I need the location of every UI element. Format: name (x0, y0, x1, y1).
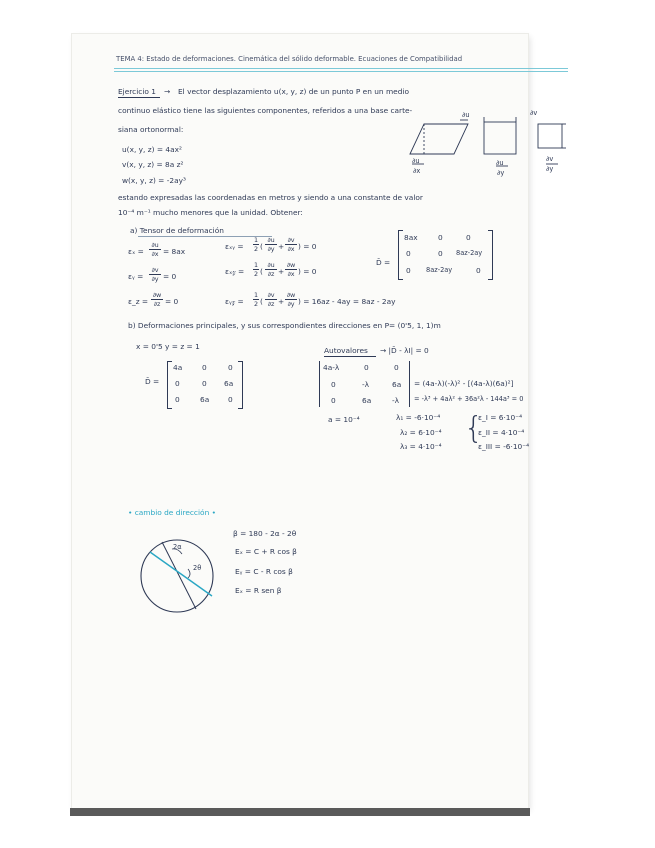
tensor-b-label: D̄ = (145, 377, 160, 386)
tensor-b-cell: 0 (175, 379, 180, 388)
ex-equation: Eₓ = C + R cos β (235, 547, 297, 556)
eigen-title: Autovalores (324, 346, 368, 355)
tensor-a-label: D̄ = (376, 258, 391, 267)
det-expansion-1: = (4a-λ)(-λ)² - [(4a-λ)(6a)²] (414, 379, 514, 388)
det-cell: -λ (362, 380, 370, 389)
strain-xy-half (253, 237, 259, 253)
tensor-a-right-bracket (488, 230, 493, 280)
frac-den: ∂y (267, 245, 275, 254)
det-cell: 0 (331, 396, 336, 405)
strain-zz-rhs: = 0 (165, 297, 179, 306)
exercise-intro-line3: siana ortonormal: (118, 125, 184, 134)
sketch-label-dv: ∂v (530, 109, 538, 117)
frac-den: ∂y (287, 300, 295, 309)
strain-xz-term2 (285, 262, 297, 278)
strain-xz-half (253, 262, 259, 278)
angle-label-2theta: 2θ (193, 564, 202, 572)
det-cell: 4a-λ (323, 363, 340, 372)
det-left-bar (319, 361, 320, 407)
tensor-a-cell: 8ax (404, 233, 418, 242)
tensor-a-cell: 0 (438, 249, 443, 258)
principal-strain-2: ε_II = 4·10⁻⁴ (478, 428, 525, 437)
strain-xy-term2 (285, 237, 297, 253)
sketch-label-du-2: ∂u (412, 157, 420, 165)
frac-num: ∂u (267, 236, 275, 244)
paren-open: ( (260, 242, 263, 251)
det-cell: 6a (392, 380, 402, 389)
tensor-b-cell: 0 (175, 395, 180, 404)
sketch-label-dv-2: ∂v (546, 155, 554, 163)
frac-num: ∂v (267, 291, 275, 299)
plus-sign: + (278, 267, 285, 276)
title-underline-2 (114, 71, 568, 72)
frac-num: ∂v (151, 266, 159, 274)
eigen-title-underline (324, 356, 376, 357)
frac-den: ∂z (267, 270, 275, 279)
mohr-radius-line-1 (162, 542, 196, 609)
shear-parallelogram (410, 124, 468, 154)
det-right-bar (409, 361, 410, 407)
tensor-b-cell: 4a (173, 363, 183, 372)
tensor-a-cell: 0 (438, 233, 443, 242)
tensor-b-cell: 0 (228, 363, 233, 372)
strain-xy-lhs: εₓᵧ = (225, 242, 244, 251)
statement-line2: 10⁻⁴ m⁻¹ mucho menores que la unidad. Obtener: (118, 208, 303, 217)
lambda-1: λ₁ = -6·10⁻⁴ (396, 413, 441, 422)
paren-open: ( (260, 267, 263, 276)
part-a-underline (138, 236, 272, 237)
tensor-b-left-bracket (167, 361, 172, 409)
tensor-a-cell: 8az-2ay (456, 249, 483, 257)
tensor-a-cell: 0 (406, 266, 411, 275)
strain-yz-term2 (285, 292, 297, 308)
exercise-intro-line2: continuo elástico tiene las siguientes componentes, referidos a una base carte- (118, 106, 413, 115)
strain-yz-rhs: ) = 16az - 4ay = 8az - 2ay (298, 297, 396, 306)
strain-zz-lhs: ε_z = (128, 297, 149, 306)
frac-num: ∂u (151, 241, 159, 249)
frac-den: 2 (253, 270, 259, 279)
page-shadow-strip (70, 808, 530, 816)
reference-square (538, 124, 562, 148)
stretched-square (484, 122, 516, 154)
strain-xy-rhs: ) = 0 (298, 242, 317, 251)
principal-strain-1: ε_I = 6·10⁻⁴ (478, 413, 523, 422)
tensor-a-left-bracket (398, 230, 403, 280)
beta-equation: β = 180 - 2α - 2θ (233, 529, 297, 538)
plus-sign: + (278, 297, 285, 306)
part-a-title: a) Tensor de deformación (130, 226, 224, 235)
frac-num: 1 (253, 236, 259, 244)
frac-den: ∂x (287, 270, 295, 279)
strain-yz-half (253, 292, 259, 308)
strain-xz-rhs: ) = 0 (298, 267, 317, 276)
strain-xx-lhs: εₓ = (128, 247, 144, 256)
tensor-b-right-bracket (238, 361, 243, 409)
direction-change-title: • cambio de dirección • (128, 508, 216, 517)
tensor-a-cell: 8az-2ay (426, 266, 453, 274)
det-cell: 0 (364, 363, 369, 372)
paren-open: ( (260, 297, 263, 306)
frac-den: ∂y (151, 275, 159, 284)
plus-sign: + (278, 242, 285, 251)
page-title: TEMA 4: Estado de deformaciones. Cinemática del sólido deformable. Ecuaciones de Compatibilidad (116, 55, 463, 63)
sketch-label-dy-1: ∂y (497, 169, 505, 177)
component-v: v(x, y, z) = 8a z² (122, 160, 184, 169)
part-b-point: x = 0'5 y = z = 1 (136, 342, 200, 351)
det-cell: 6a (362, 396, 372, 405)
strain-yy-lhs: εᵧ = (128, 272, 144, 281)
frac-den: 2 (253, 245, 259, 254)
tensor-a-cell: 0 (406, 249, 411, 258)
principal-strain-3: ε_III = -6·10⁻⁴ (478, 442, 530, 451)
frac-num: ∂v (287, 236, 295, 244)
frac-num: ∂w (286, 261, 296, 269)
sketch-label-dy-2: ∂y (546, 165, 554, 173)
lambda-2: λ₂ = 6·10⁻⁴ (400, 428, 442, 437)
ey-equation: Eᵧ = C - R cos β (235, 567, 293, 576)
eigen-equation: → |D̄ - λI| = 0 (380, 346, 429, 355)
frac-num: ∂u (267, 261, 275, 269)
strain-xy-term1 (265, 237, 277, 253)
strain-xx-fraction (149, 242, 161, 258)
strain-yz-lhs: εᵧ𝓏 = (225, 297, 244, 306)
frac-num: ∂w (286, 291, 296, 299)
mohr-radius-line-2 (150, 552, 212, 596)
frac-num: 1 (253, 261, 259, 269)
det-cell: 0 (331, 380, 336, 389)
frac-den: 2 (253, 300, 259, 309)
tensor-b-cell: 6a (200, 395, 210, 404)
strain-yz-term1 (265, 292, 277, 308)
frac-den: ∂z (267, 300, 275, 309)
exercise-intro-line1: El vector desplazamiento u(x, y, z) de un punto P en un medio (178, 87, 409, 96)
title-underline-1 (114, 68, 568, 69)
det-cell: 0 (394, 363, 399, 372)
det-cell: -λ (392, 396, 400, 405)
sketch-label-du-3: ∂u (496, 159, 504, 167)
exy-equation: Eₓ = R sen β (235, 586, 282, 595)
a-value: a = 10⁻⁴ (328, 415, 360, 424)
det-expansion-2: = -λ³ + 4aλ² + 36a²λ - 144a³ = 0 (414, 395, 524, 403)
tensor-b-cell: 0 (228, 395, 233, 404)
tensor-b-cell: 0 (202, 379, 207, 388)
brace: { (464, 411, 484, 446)
sketch-label-du-1: ∂u (462, 111, 470, 119)
exercise-arrow: → (164, 87, 171, 96)
frac-num: 1 (253, 291, 259, 299)
tensor-b-cell: 0 (202, 363, 207, 372)
angle-label-2alpha: 2α (173, 543, 182, 551)
statement-line1: estando expresadas las coordenadas en metros y siendo a una constante de valor (118, 193, 423, 202)
strain-xx-rhs: = 8ax (163, 247, 186, 256)
tensor-a-cell: 0 (476, 266, 481, 275)
exercise-label-underline (118, 97, 160, 98)
frac-den: ∂z (153, 300, 161, 309)
exercise-label: Ejercicio 1 (118, 87, 156, 96)
strain-yy-rhs: = 0 (163, 272, 177, 281)
tensor-b-cell: 6a (224, 379, 234, 388)
deformation-sketch (400, 109, 570, 182)
part-b-title: b) Deformaciones principales, y sus correspondientes direcciones en P= (0'5, 1, 1)m (128, 321, 441, 330)
component-u: u(x, y, z) = 4ax² (122, 145, 182, 154)
strain-xz-term1 (265, 262, 277, 278)
strain-xz-lhs: εₓ𝓏 = (225, 267, 245, 276)
frac-num: ∂w (152, 291, 162, 299)
frac-den: ∂x (287, 245, 295, 254)
lambda-3: λ₃ = 4·10⁻⁴ (400, 442, 442, 451)
sketch-label-dx-1: ∂x (413, 167, 421, 175)
component-w: w(x, y, z) = -2ay³ (122, 176, 186, 185)
frac-den: ∂x (151, 250, 159, 259)
tensor-a-cell: 0 (466, 233, 471, 242)
strain-yy-fraction (149, 267, 161, 283)
strain-zz-fraction (151, 292, 163, 308)
